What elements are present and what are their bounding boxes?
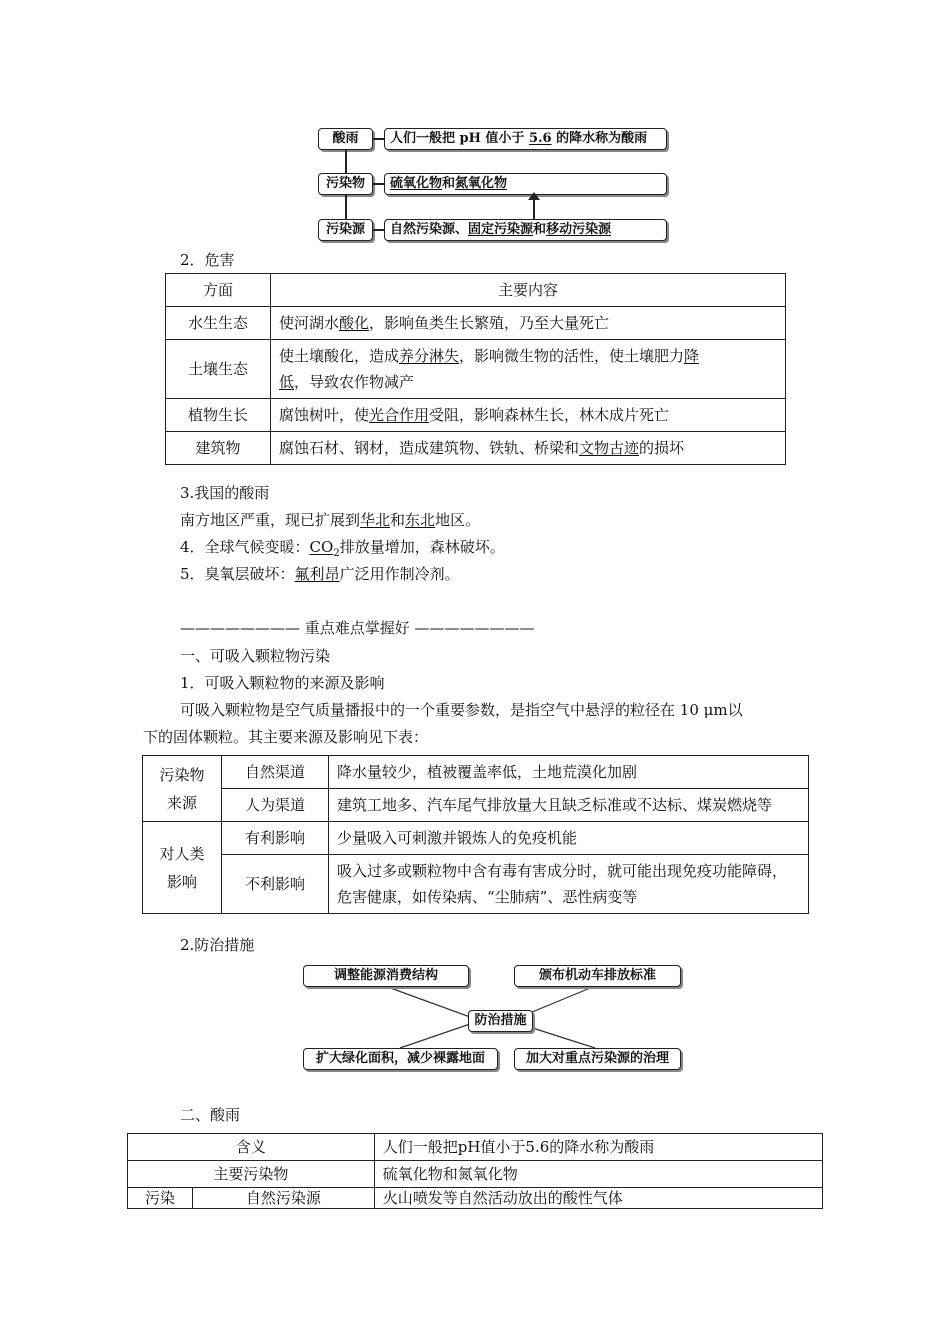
measure-energy-structure: 调整能源消费结构 — [303, 965, 469, 987]
table-cell: 不利影响 — [222, 855, 329, 914]
arrow-up-icon — [528, 192, 540, 200]
table-row — [128, 1134, 823, 1161]
diagram-label-source: 污染源 — [318, 219, 373, 241]
connector-line — [345, 194, 347, 219]
table-header-cell: 方面 — [166, 274, 271, 307]
section2-title: 二、酸雨 — [180, 1106, 241, 1124]
table-cell: 自然污染源 — [193, 1188, 375, 1209]
table-row — [166, 340, 786, 399]
table-row — [143, 855, 809, 914]
china-acid-rain-heading: 3.我国的酸雨 — [180, 484, 270, 502]
arrow-line — [533, 198, 535, 219]
section1-sub2: 2.防治措施 — [180, 936, 255, 954]
diagram-label-pollutant: 污染物 — [318, 173, 373, 195]
table-cell: 土壤生态 — [166, 340, 271, 399]
table-cell: 人们一般把pH值小于5.6的降水称为酸雨 — [374, 1134, 822, 1161]
section-divider: ———————— 重点难点掌握好 ———————— — [180, 619, 535, 637]
table-row — [143, 756, 809, 789]
climate-warming-text: 4．全球气候变暖：$CO_2$排放量增加，森林破坏。 — [180, 538, 505, 559]
measure-greening: 扩大绿化面积，减少裸露地面 — [303, 1048, 498, 1070]
diagram-content-pollutant: 硫氧化物和氮氧化物 — [384, 173, 667, 195]
diagram-content-source: 自然污染源、固定污染源和移动污染源 — [384, 219, 667, 241]
particulate-table — [142, 755, 809, 914]
measures-center: 防治措施 — [468, 1010, 533, 1032]
table-cell: 腐蚀石材、钢材，造成建筑物、铁轨、桥梁和文物古迹的损坏 — [271, 432, 786, 465]
table-row — [166, 432, 786, 465]
table-cell: 植物生长 — [166, 399, 271, 432]
table-row — [166, 399, 786, 432]
connector-line — [373, 229, 384, 231]
china-acid-rain-text: 南方地区严重，现已扩展到华北和东北地区。 — [180, 511, 481, 529]
table-cell: 自然渠道 — [222, 756, 329, 789]
table-cell: 含义 — [128, 1134, 375, 1161]
table-row — [166, 307, 786, 340]
harm-table — [165, 273, 786, 465]
table-cell: 对人类 影响 — [143, 822, 222, 914]
section1-sub1: 1．可吸入颗粒物的来源及影响 — [180, 674, 385, 692]
harm-heading: 2．危害 — [180, 251, 235, 269]
connector-line — [373, 183, 384, 185]
table-cell: 污染 — [128, 1188, 193, 1209]
table-cell: 建筑工地多、汽车尾气排放量大且缺乏标准或不达标、煤炭燃烧等 — [329, 789, 809, 822]
table-header-cell: 主要内容 — [271, 274, 786, 307]
table-cell: 建筑物 — [166, 432, 271, 465]
ozone-text: 5．臭氧层破坏：氟利昂广泛用作制冷剂。 — [180, 565, 460, 583]
table-row — [128, 1188, 823, 1209]
diagram-label-acid-rain: 酸雨 — [318, 128, 373, 150]
table-cell: 有利影响 — [222, 822, 329, 855]
table-cell: 吸入过多或颗粒物中含有毒有害成分时，就可能出现免疫功能障碍，危害健康，如传染病、“尘肺病”、恶性病变等 — [329, 855, 809, 914]
section1-paragraph-line2: 下的固体颗粒。其主要来源及影响见下表： — [143, 728, 429, 746]
table-cell: 污染物 来源 — [143, 756, 222, 822]
measure-vehicle-standards: 颁布机动车排放标准 — [514, 965, 681, 987]
table-cell: 水生生态 — [166, 307, 271, 340]
connector-line — [373, 138, 384, 140]
connector-line — [345, 149, 347, 173]
table-cell: 火山喷发等自然活动放出的酸性气体 — [374, 1188, 822, 1209]
diagram-content-acid-rain: 人们一般把 pH 值小于 5.6 的降水称为酸雨 — [384, 128, 667, 150]
table-row — [128, 1161, 823, 1188]
table-row — [143, 789, 809, 822]
section1-paragraph-line1: 可吸入颗粒物是空气质量播报中的一个重要参数，是指空气中悬浮的粒径在 10 μm以 — [180, 701, 743, 719]
table-cell: 使河湖水酸化，影响鱼类生长繁殖，乃至大量死亡 — [271, 307, 786, 340]
table-cell: 主要污染物 — [128, 1161, 375, 1188]
table-cell: 腐蚀树叶，使光合作用受阻，影响森林生长，林木成片死亡 — [271, 399, 786, 432]
table-cell: 硫氧化物和氮氧化物 — [374, 1161, 822, 1188]
table-cell: 人为渠道 — [222, 789, 329, 822]
measure-pollution-control: 加大对重点污染源的治理 — [514, 1048, 681, 1070]
table-cell: 降水量较少，植被覆盖率低，土地荒漠化加剧 — [329, 756, 809, 789]
table-row — [143, 822, 809, 855]
section1-title: 一、可吸入颗粒物污染 — [180, 647, 331, 665]
table-cell: 使土壤酸化，造成养分淋失，影响微生物的活性，使土壤肥力降 低，导致农作物减产 — [271, 340, 786, 399]
table-row — [166, 274, 786, 307]
acid-rain-table — [127, 1133, 823, 1209]
table-cell: 少量吸入可刺激并锻炼人的免疫机能 — [329, 822, 809, 855]
